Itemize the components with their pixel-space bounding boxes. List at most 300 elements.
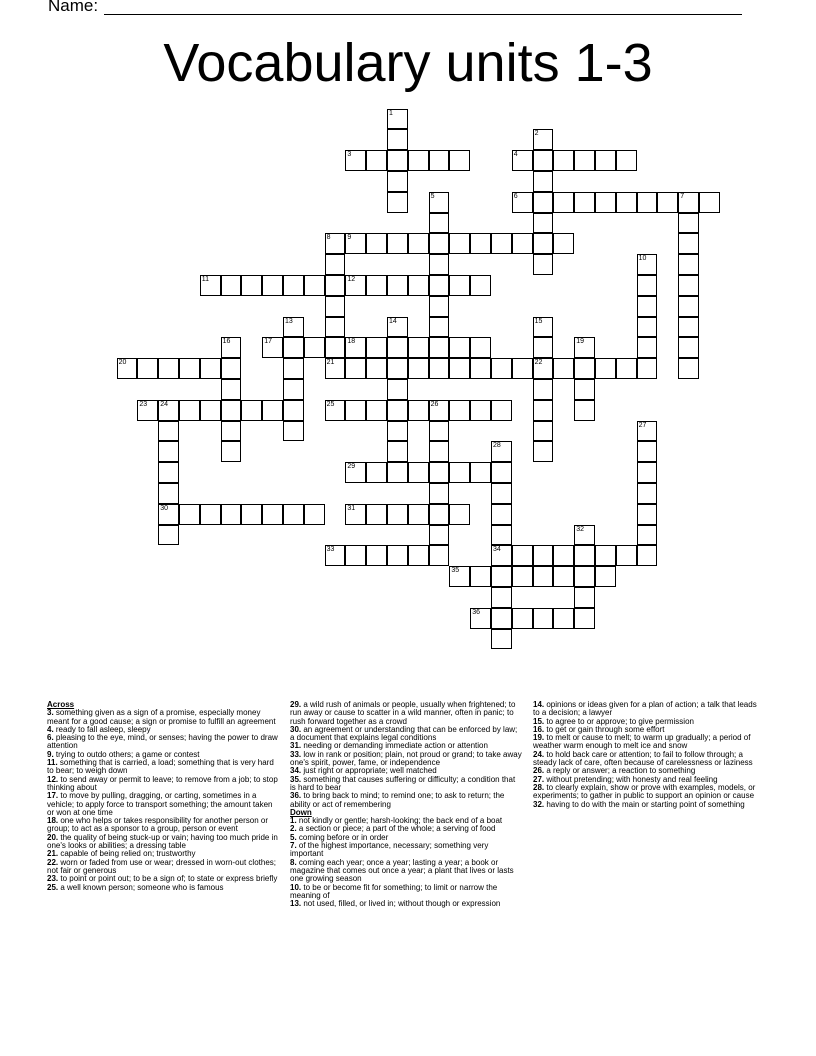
crossword-cell[interactable] (574, 608, 595, 629)
crossword-cell[interactable] (429, 483, 450, 504)
crossword-cell[interactable] (158, 504, 179, 525)
clue-number-label: 19. (533, 733, 545, 743)
crossword-cell[interactable] (241, 504, 262, 525)
crossword-cell[interactable] (553, 150, 574, 171)
crossword-cell[interactable] (533, 129, 554, 150)
clue-number: 29 (347, 463, 356, 471)
crossword-cell[interactable] (387, 400, 408, 421)
crossword-cell[interactable] (283, 421, 304, 442)
crossword-cell[interactable] (304, 504, 325, 525)
crossword-cell[interactable] (366, 504, 387, 525)
clue-text: opinions or ideas given for a plan of action; a talk that leads to a decision; a lawyer (533, 700, 757, 718)
crossword-cell[interactable] (574, 358, 595, 379)
clue-text: to point or point out; to be a sign of; to state or express briefly (58, 874, 278, 884)
crossword-cell[interactable] (678, 254, 699, 275)
page-title: Vocabulary units 1-3 (163, 33, 653, 93)
crossword-cell[interactable] (387, 233, 408, 254)
crossword-cell[interactable] (408, 545, 429, 566)
crossword-cell[interactable] (533, 358, 554, 379)
clue-number: 17 (264, 338, 272, 346)
clue-number-label: 23. (47, 874, 59, 884)
crossword-cell[interactable] (491, 483, 512, 504)
clue-number-label: 2. (290, 824, 297, 834)
crossword-cell[interactable] (345, 545, 366, 566)
crossword-cell[interactable] (345, 337, 366, 358)
crossword-cell[interactable] (387, 462, 408, 483)
crossword-cell[interactable] (637, 337, 658, 358)
across-clue (47, 776, 279, 793)
crossword-cell[interactable] (387, 421, 408, 442)
clue-number-label: 13. (290, 899, 302, 909)
clue-text: the quality of being stuck-up or vain; having too much pride in one's looks or abilities; a dressing table (47, 832, 278, 851)
clue-text: trying to outdo others; a game or contest (53, 749, 200, 759)
crossword-cell[interactable] (137, 400, 158, 421)
clue-number-label: 29. (290, 700, 302, 709)
crossword-cell[interactable] (387, 379, 408, 400)
crossword-cell[interactable] (533, 254, 554, 275)
clue-text: worn or faded from use or wear; dressed in worn-out clothes; not fair or generous (47, 857, 277, 875)
crossword-cell[interactable] (366, 233, 387, 254)
crossword-cell[interactable] (221, 421, 242, 442)
clue-text: to clearly explain, show or prove with examples, models, or experiments; to gather in public to support an opinion or cause (533, 782, 756, 801)
crossword-cell[interactable] (429, 441, 450, 462)
clue-text: one who helps or takes responsibility for another person or group; to act as a sponsor to a group, person or event (47, 816, 269, 834)
crossword-cell[interactable] (491, 504, 512, 525)
crossword-cell[interactable] (678, 275, 699, 296)
crossword-cell[interactable] (283, 275, 304, 296)
crossword-cell[interactable] (637, 483, 658, 504)
crossword-cell[interactable] (366, 358, 387, 379)
crossword-cell[interactable] (512, 150, 533, 171)
crossword-cell[interactable] (366, 545, 387, 566)
crossword-cell[interactable] (408, 400, 429, 421)
clue-text: not kindly or gentle; harsh-looking; the back end of a boat (296, 816, 503, 826)
crossword-cell[interactable] (574, 545, 595, 566)
crossword-cell[interactable] (533, 337, 554, 358)
clue-text: pleasing to the eye, mind, or senses; having the power to draw attention (47, 733, 278, 751)
crossword-cell[interactable] (262, 337, 283, 358)
crossword-cell[interactable] (574, 587, 595, 608)
crossword-cell[interactable] (408, 233, 429, 254)
clue-number: 36 (472, 608, 480, 616)
crossword-cell[interactable] (283, 400, 304, 421)
crossword-cell[interactable] (637, 525, 658, 546)
crossword-cell[interactable] (304, 337, 325, 358)
crossword-cell[interactable] (595, 150, 616, 171)
crossword-cell[interactable] (574, 337, 595, 358)
clue-number: 23 (139, 400, 148, 408)
crossword-cell[interactable] (678, 233, 699, 254)
clue-number: 11 (201, 276, 210, 283)
crossword-cell[interactable] (553, 358, 574, 379)
clues-column-2 (290, 701, 522, 908)
crossword-cell[interactable] (616, 192, 637, 213)
crossword-cell[interactable] (637, 254, 658, 275)
crossword-cell[interactable] (408, 337, 429, 358)
clue-number: 32 (576, 525, 584, 533)
crossword-cell[interactable] (241, 275, 262, 296)
crossword-cell[interactable] (637, 462, 658, 483)
crossword-cell[interactable] (637, 545, 658, 566)
crossword-cell[interactable] (449, 400, 470, 421)
crossword-cell[interactable] (366, 150, 387, 171)
crossword-cell[interactable] (241, 400, 262, 421)
clue-text: to agree to or approve; to give permission (544, 716, 694, 726)
crossword-cell[interactable] (533, 608, 554, 629)
crossword-cell[interactable] (283, 504, 304, 525)
crossword-cell[interactable] (553, 192, 574, 213)
crossword-cell[interactable] (200, 400, 221, 421)
crossword-cell[interactable] (345, 150, 366, 171)
crossword-cell[interactable] (345, 400, 366, 421)
clue-number-label: 10. (290, 882, 302, 892)
crossword-cell[interactable] (449, 233, 470, 254)
crossword-cell[interactable] (325, 358, 346, 379)
crossword-cell[interactable] (429, 192, 450, 213)
crossword-cell[interactable] (429, 296, 450, 317)
clue-number-label: 7. (290, 841, 297, 851)
clue-text: to send away or permit to leave; to remove from a job; to stop thinking about (47, 774, 278, 792)
crossword-cell[interactable] (491, 462, 512, 483)
crossword-cell[interactable] (512, 566, 533, 587)
clue-text: coming each year; once a year; lasting a year; a book or magazine that comes out once a year; a plant that lives or lasts one growing season (290, 857, 514, 884)
crossword-cell[interactable] (429, 150, 450, 171)
crossword-cell[interactable] (345, 462, 366, 483)
crossword-cell[interactable] (637, 358, 658, 379)
crossword-cell[interactable] (637, 275, 658, 296)
clue-number-label: 27. (533, 774, 545, 784)
crossword-cell[interactable] (408, 358, 429, 379)
crossword-cell[interactable] (429, 275, 450, 296)
clue-number-label: 17. (47, 791, 59, 801)
crossword-cell[interactable] (137, 358, 158, 379)
crossword-cell[interactable] (345, 504, 366, 525)
crossword-cell[interactable] (429, 233, 450, 254)
crossword-cell[interactable] (387, 275, 408, 296)
crossword-cell[interactable] (678, 358, 699, 379)
crossword-cell[interactable] (595, 545, 616, 566)
crossword-cell[interactable] (387, 358, 408, 379)
crossword-cell[interactable] (283, 317, 304, 338)
crossword-cell[interactable] (699, 192, 720, 213)
crossword-cell[interactable] (262, 400, 283, 421)
crossword-cell[interactable] (366, 462, 387, 483)
across-clue (290, 701, 522, 726)
crossword-cell[interactable] (179, 358, 200, 379)
clue-text: to move by pulling, dragging, or carting, sometimes in a vehicle; to apply force to transport something; the amount taken or won at one time (47, 791, 273, 817)
clue-text: having to do with the main or starting point of something (544, 799, 745, 809)
across-clue (47, 859, 279, 876)
crossword-cell[interactable] (595, 358, 616, 379)
clue-number-label: 3. (47, 708, 54, 718)
crossword-cell[interactable] (533, 421, 554, 442)
crossword-cell[interactable] (408, 150, 429, 171)
crossword-cell[interactable] (429, 525, 450, 546)
clue-number-label: 6. (47, 733, 54, 743)
crossword-cell[interactable] (221, 337, 242, 358)
down-clue (290, 900, 522, 908)
crossword-cell[interactable] (429, 462, 450, 483)
clue-number: 20 (118, 359, 127, 367)
crossword-cell[interactable] (616, 545, 637, 566)
down-clue (290, 842, 522, 859)
crossword-cell[interactable] (429, 317, 450, 338)
across-clue (47, 734, 279, 751)
crossword-cell[interactable] (449, 150, 470, 171)
crossword-cell[interactable] (408, 504, 429, 525)
crossword-cell[interactable] (158, 441, 179, 462)
crossword-cell[interactable] (637, 504, 658, 525)
crossword-cell[interactable] (325, 317, 346, 338)
crossword-cell[interactable] (491, 608, 512, 629)
across-clue (47, 884, 279, 892)
crossword-cell[interactable] (533, 379, 554, 400)
crossword-cell[interactable] (491, 587, 512, 608)
crossword-cell[interactable] (158, 421, 179, 442)
clue-number-label: 11. (47, 758, 58, 768)
crossword-cell[interactable] (470, 462, 491, 483)
crossword-cell[interactable] (533, 317, 554, 338)
clue-text: to be or become fit for something; to limit or narrow the meaning of (290, 882, 498, 900)
clue-number-label: 14. (533, 700, 545, 709)
crossword-cell[interactable] (533, 233, 554, 254)
clue-number: 28 (493, 442, 501, 450)
clue-text: a reply or answer; a reaction to something (544, 766, 696, 776)
crossword-cell[interactable] (595, 566, 616, 587)
crossword-cell[interactable] (387, 171, 408, 192)
clue-number-label: 22. (47, 857, 59, 867)
crossword-cell[interactable] (221, 400, 242, 421)
crossword-cell[interactable] (158, 400, 179, 421)
crossword-cell[interactable] (512, 608, 533, 629)
crossword-cell[interactable] (470, 358, 491, 379)
crossword-cell[interactable] (221, 441, 242, 462)
crossword-cell[interactable] (678, 337, 699, 358)
crossword-cell[interactable] (221, 504, 242, 525)
crossword-cell[interactable] (262, 504, 283, 525)
clue-number-label: 35. (290, 774, 302, 784)
clue-number-label: 12. (47, 774, 59, 784)
across-clue (47, 817, 279, 834)
clue-text: to melt or cause to melt; to warm up gradually; a period of weather warm enough to melt ice and snow (533, 733, 751, 751)
crossword-cell[interactable] (325, 233, 346, 254)
across-clue (290, 776, 522, 793)
down-clue (533, 784, 765, 801)
crossword-cell[interactable] (678, 317, 699, 338)
crossword-cell[interactable] (283, 379, 304, 400)
crossword-cell[interactable] (491, 566, 512, 587)
crossword-cell[interactable] (449, 462, 470, 483)
down-clue (533, 801, 765, 809)
crossword-cell[interactable] (366, 400, 387, 421)
crossword-cell[interactable] (574, 379, 595, 400)
crossword-cell[interactable] (637, 421, 658, 442)
crossword-cell[interactable] (470, 608, 491, 629)
clue-number: 5 (430, 192, 435, 200)
clue-number: 10 (638, 255, 647, 263)
crossword-cell[interactable] (429, 358, 450, 379)
crossword-cell[interactable] (429, 337, 450, 358)
crossword-cell[interactable] (429, 400, 450, 421)
crossword-cell[interactable] (387, 545, 408, 566)
crossword-cell[interactable] (200, 358, 221, 379)
crossword-cell[interactable] (533, 171, 554, 192)
crossword-cell[interactable] (491, 441, 512, 462)
crossword-cell[interactable] (449, 566, 470, 587)
crossword-cell[interactable] (491, 233, 512, 254)
crossword-cell[interactable] (512, 545, 533, 566)
crossword-cell[interactable] (574, 525, 595, 546)
crossword-cell[interactable] (491, 358, 512, 379)
down-clue (290, 884, 522, 901)
crossword-cell[interactable] (574, 400, 595, 421)
crossword-cell[interactable] (304, 275, 325, 296)
crossword-cell[interactable] (387, 317, 408, 338)
crossword-cell[interactable] (429, 504, 450, 525)
crossword-cell[interactable] (283, 358, 304, 379)
crossword-cell[interactable] (574, 150, 595, 171)
crossword-cell[interactable] (637, 296, 658, 317)
clue-number: 21 (326, 359, 335, 367)
crossword-cell[interactable] (387, 109, 408, 130)
crossword-cell[interactable] (616, 358, 637, 379)
name-label: Name: (48, 0, 99, 15)
crossword-cell[interactable] (678, 192, 699, 213)
crossword-cell[interactable] (470, 400, 491, 421)
crossword-cell[interactable] (283, 337, 304, 358)
clue-number-label: 34. (290, 766, 302, 776)
crossword-cell[interactable] (117, 358, 138, 379)
down-heading: Down (290, 807, 312, 817)
clue-number-label: 24. (533, 749, 545, 759)
crossword-cell[interactable] (470, 337, 491, 358)
crossword-cell[interactable] (678, 296, 699, 317)
crossword-cell[interactable] (408, 462, 429, 483)
crossword-cell[interactable] (158, 358, 179, 379)
crossword-cell[interactable] (387, 150, 408, 171)
clues-column-3 (533, 701, 765, 809)
crossword-cell[interactable] (533, 192, 554, 213)
crossword-cell[interactable] (221, 379, 242, 400)
crossword-cell[interactable] (678, 213, 699, 234)
crossword-cell[interactable] (325, 296, 346, 317)
clue-number: 6 (513, 192, 518, 200)
crossword-cell[interactable] (325, 400, 346, 421)
crossword-cell[interactable] (595, 192, 616, 213)
crossword-cell[interactable] (491, 629, 512, 650)
crossword-cell[interactable] (533, 441, 554, 462)
crossword-cell[interactable] (325, 545, 346, 566)
crossword-cell[interactable] (158, 525, 179, 546)
crossword-cell[interactable] (512, 233, 533, 254)
crossword-cell[interactable] (574, 192, 595, 213)
crossword-cell[interactable] (429, 421, 450, 442)
crossword-cell[interactable] (449, 337, 470, 358)
crossword-cell[interactable] (533, 545, 554, 566)
crossword-cell[interactable] (574, 566, 595, 587)
crossword-cell[interactable] (345, 233, 366, 254)
crossword-cell[interactable] (533, 150, 554, 171)
clue-text: a wild rush of animals or people, usually when frightened; to run away or cause to scatter in a wild manner, often in panic; to rush forward together as a crowd (290, 700, 516, 726)
crossword-cell[interactable] (387, 441, 408, 462)
crossword-cell[interactable] (449, 275, 470, 296)
across-clue (47, 792, 279, 817)
crossword-cell[interactable] (345, 275, 366, 296)
crossword-cell[interactable] (637, 317, 658, 338)
crossword-cell[interactable] (637, 192, 658, 213)
clue-text: something that is carried, a load; something that is very hard to bear; to weigh down (47, 758, 274, 776)
crossword-cell[interactable] (387, 337, 408, 358)
crossword-cell[interactable] (657, 192, 678, 213)
crossword-cell[interactable] (491, 400, 512, 421)
down-clue (533, 734, 765, 751)
down-clue (533, 751, 765, 768)
crossword-cell[interactable] (179, 504, 200, 525)
clue-number-label: 1. (290, 816, 297, 826)
clue-text: something given as a sign of a promise, especially money meant for a good cause; a sign or promise to fulfill an agreement (47, 708, 276, 726)
clue-text: an agreement or understanding that can be enforced by law; a document that explains legal conditions (290, 724, 518, 743)
crossword-cell[interactable] (449, 358, 470, 379)
crossword-cell[interactable] (553, 545, 574, 566)
crossword-cell[interactable] (533, 400, 554, 421)
crossword-cell[interactable] (158, 462, 179, 483)
crossword-cell[interactable] (221, 275, 242, 296)
crossword-cell[interactable] (470, 233, 491, 254)
crossword-cell[interactable] (325, 254, 346, 275)
crossword-cell[interactable] (512, 192, 533, 213)
crossword-cell[interactable] (533, 213, 554, 234)
crossword-cell[interactable] (429, 254, 450, 275)
crossword-cell[interactable] (200, 275, 221, 296)
crossword-cell[interactable] (345, 358, 366, 379)
crossword-cell[interactable] (200, 504, 221, 525)
crossword-cell[interactable] (616, 150, 637, 171)
crossword-cell[interactable] (449, 504, 470, 525)
crossword-cell[interactable] (553, 608, 574, 629)
crossword-cell[interactable] (221, 358, 242, 379)
crossword-cell[interactable] (325, 337, 346, 358)
across-clue (47, 709, 279, 726)
crossword-cell[interactable] (262, 275, 283, 296)
crossword-cell[interactable] (470, 566, 491, 587)
crossword-cell[interactable] (179, 400, 200, 421)
clue-text: something that causes suffering or difficulty; a condition that is hard to bear (290, 774, 516, 792)
crossword-cell[interactable] (429, 213, 450, 234)
crossword-cell[interactable] (387, 192, 408, 213)
crossword-cell[interactable] (429, 545, 450, 566)
crossword-cell[interactable] (158, 483, 179, 504)
crossword-cell[interactable] (470, 275, 491, 296)
crossword-cell[interactable] (408, 275, 429, 296)
crossword-cell[interactable] (387, 129, 408, 150)
crossword-cell[interactable] (553, 233, 574, 254)
crossword-cell[interactable] (366, 275, 387, 296)
crossword-cell[interactable] (512, 358, 533, 379)
crossword-cell[interactable] (491, 545, 512, 566)
clue-number: 12 (347, 276, 356, 283)
crossword-cell[interactable] (637, 441, 658, 462)
crossword-cell[interactable] (325, 275, 346, 296)
clue-text: capable of being relied on; trustworthy (58, 849, 196, 859)
crossword-cell[interactable] (387, 504, 408, 525)
crossword-cell[interactable] (366, 337, 387, 358)
crossword-cell[interactable] (533, 566, 554, 587)
crossword-cell[interactable] (491, 525, 512, 546)
clue-text: low in rank or position; plain, not proud or grand; to take away one's spirit, power, fame, or independence (290, 749, 522, 768)
crossword-cell[interactable] (553, 566, 574, 587)
clue-number: 3 (347, 151, 352, 159)
clue-number: 19 (576, 338, 584, 346)
